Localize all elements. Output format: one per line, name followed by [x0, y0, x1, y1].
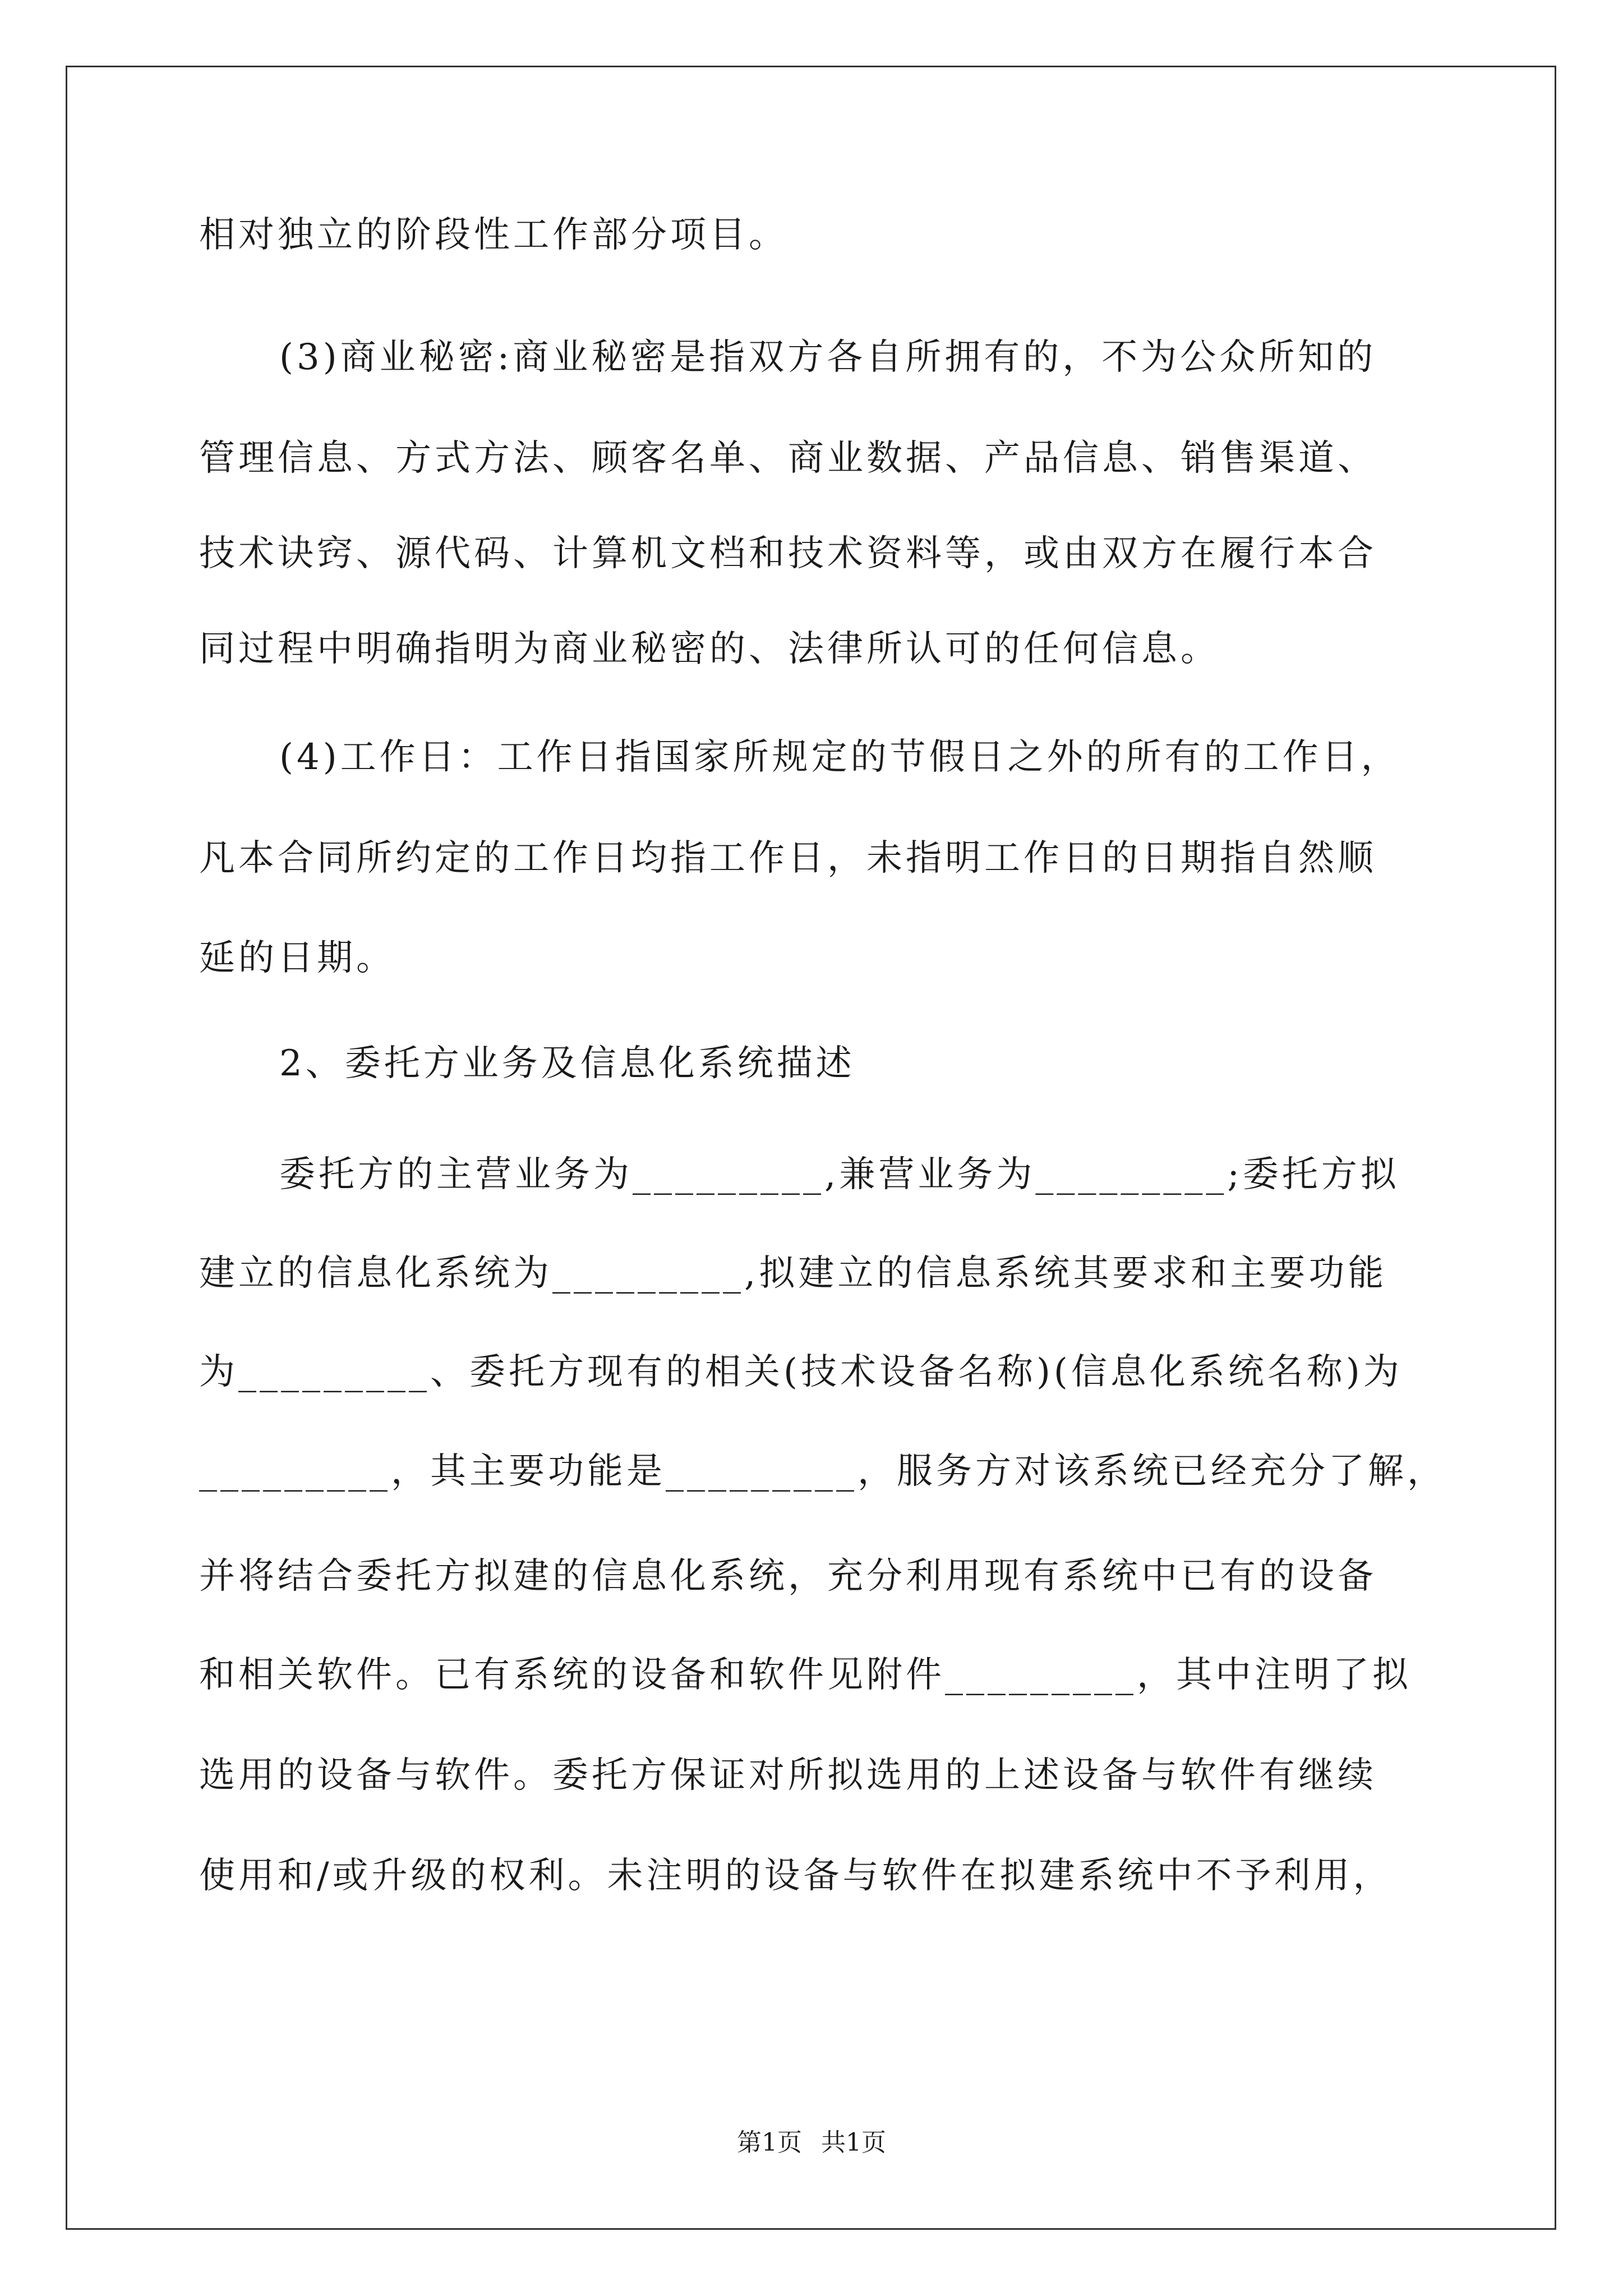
text-line-6: (4)工作日：工作日指国家所规定的节假日之外的所有的工作日，: [279, 737, 1400, 778]
text-line-10: 委托方的主营业务为_________,兼营业务为_________;委托方拟: [279, 1154, 1400, 1195]
text-line-8: 延的日期。: [199, 937, 395, 979]
text-line-16: 选用的设备与软件。委托方保证对所拟选用的上述设备与软件有继续: [199, 1755, 1377, 1796]
text-line-2: (3)商业秘密:商业秘密是指双方各自所拥有的，不为公众所知的: [279, 337, 1377, 378]
text-line-14: 并将结合委托方拟建的信息化系统，充分利用现有系统中已有的设备: [199, 1556, 1377, 1597]
text-line-7: 凡本合同所约定的工作日均指工作日，未指明工作日的日期指自然顺: [199, 838, 1377, 879]
page-footer: [0, 2126, 1623, 2160]
text-line-4: 技术诀窍、源代码、计算机文档和技术资料等，或由双方在履行本合: [199, 533, 1377, 574]
text-line-5: 同过程中明确指明为商业秘密的、法律所认可的任何信息。: [199, 628, 1220, 670]
text-line-11: 建立的信息化系统为_________,拟建立的信息系统其要求和主要功能: [199, 1253, 1387, 1294]
page-total: 共1页: [821, 2128, 886, 2157]
page-border: [66, 66, 1556, 2230]
text-line-12: 为_________、委托方现有的相关(技术设备名称)(信息化系统名称)为: [199, 1351, 1403, 1393]
text-line-17: 使用和/或升级的权利。未注明的设备与软件在拟建系统中不予利用，: [199, 1855, 1393, 1897]
page-number: 第1页: [737, 2128, 802, 2157]
text-line-1: 相对独立的阶段性工作部分项目。: [199, 214, 788, 256]
text-line-15: 和相关软件。已有系统的设备和软件见附件_________，其中注明了拟: [199, 1654, 1412, 1696]
section-heading: 2、委托方业务及信息化系统描述: [279, 1043, 855, 1084]
text-line-3: 管理信息、方式方法、顾客名单、商业数据、产品信息、销售渠道、: [199, 438, 1377, 479]
text-line-13: _________，其主要功能是_________，服务方对该系统已经充分了解，: [199, 1451, 1446, 1492]
